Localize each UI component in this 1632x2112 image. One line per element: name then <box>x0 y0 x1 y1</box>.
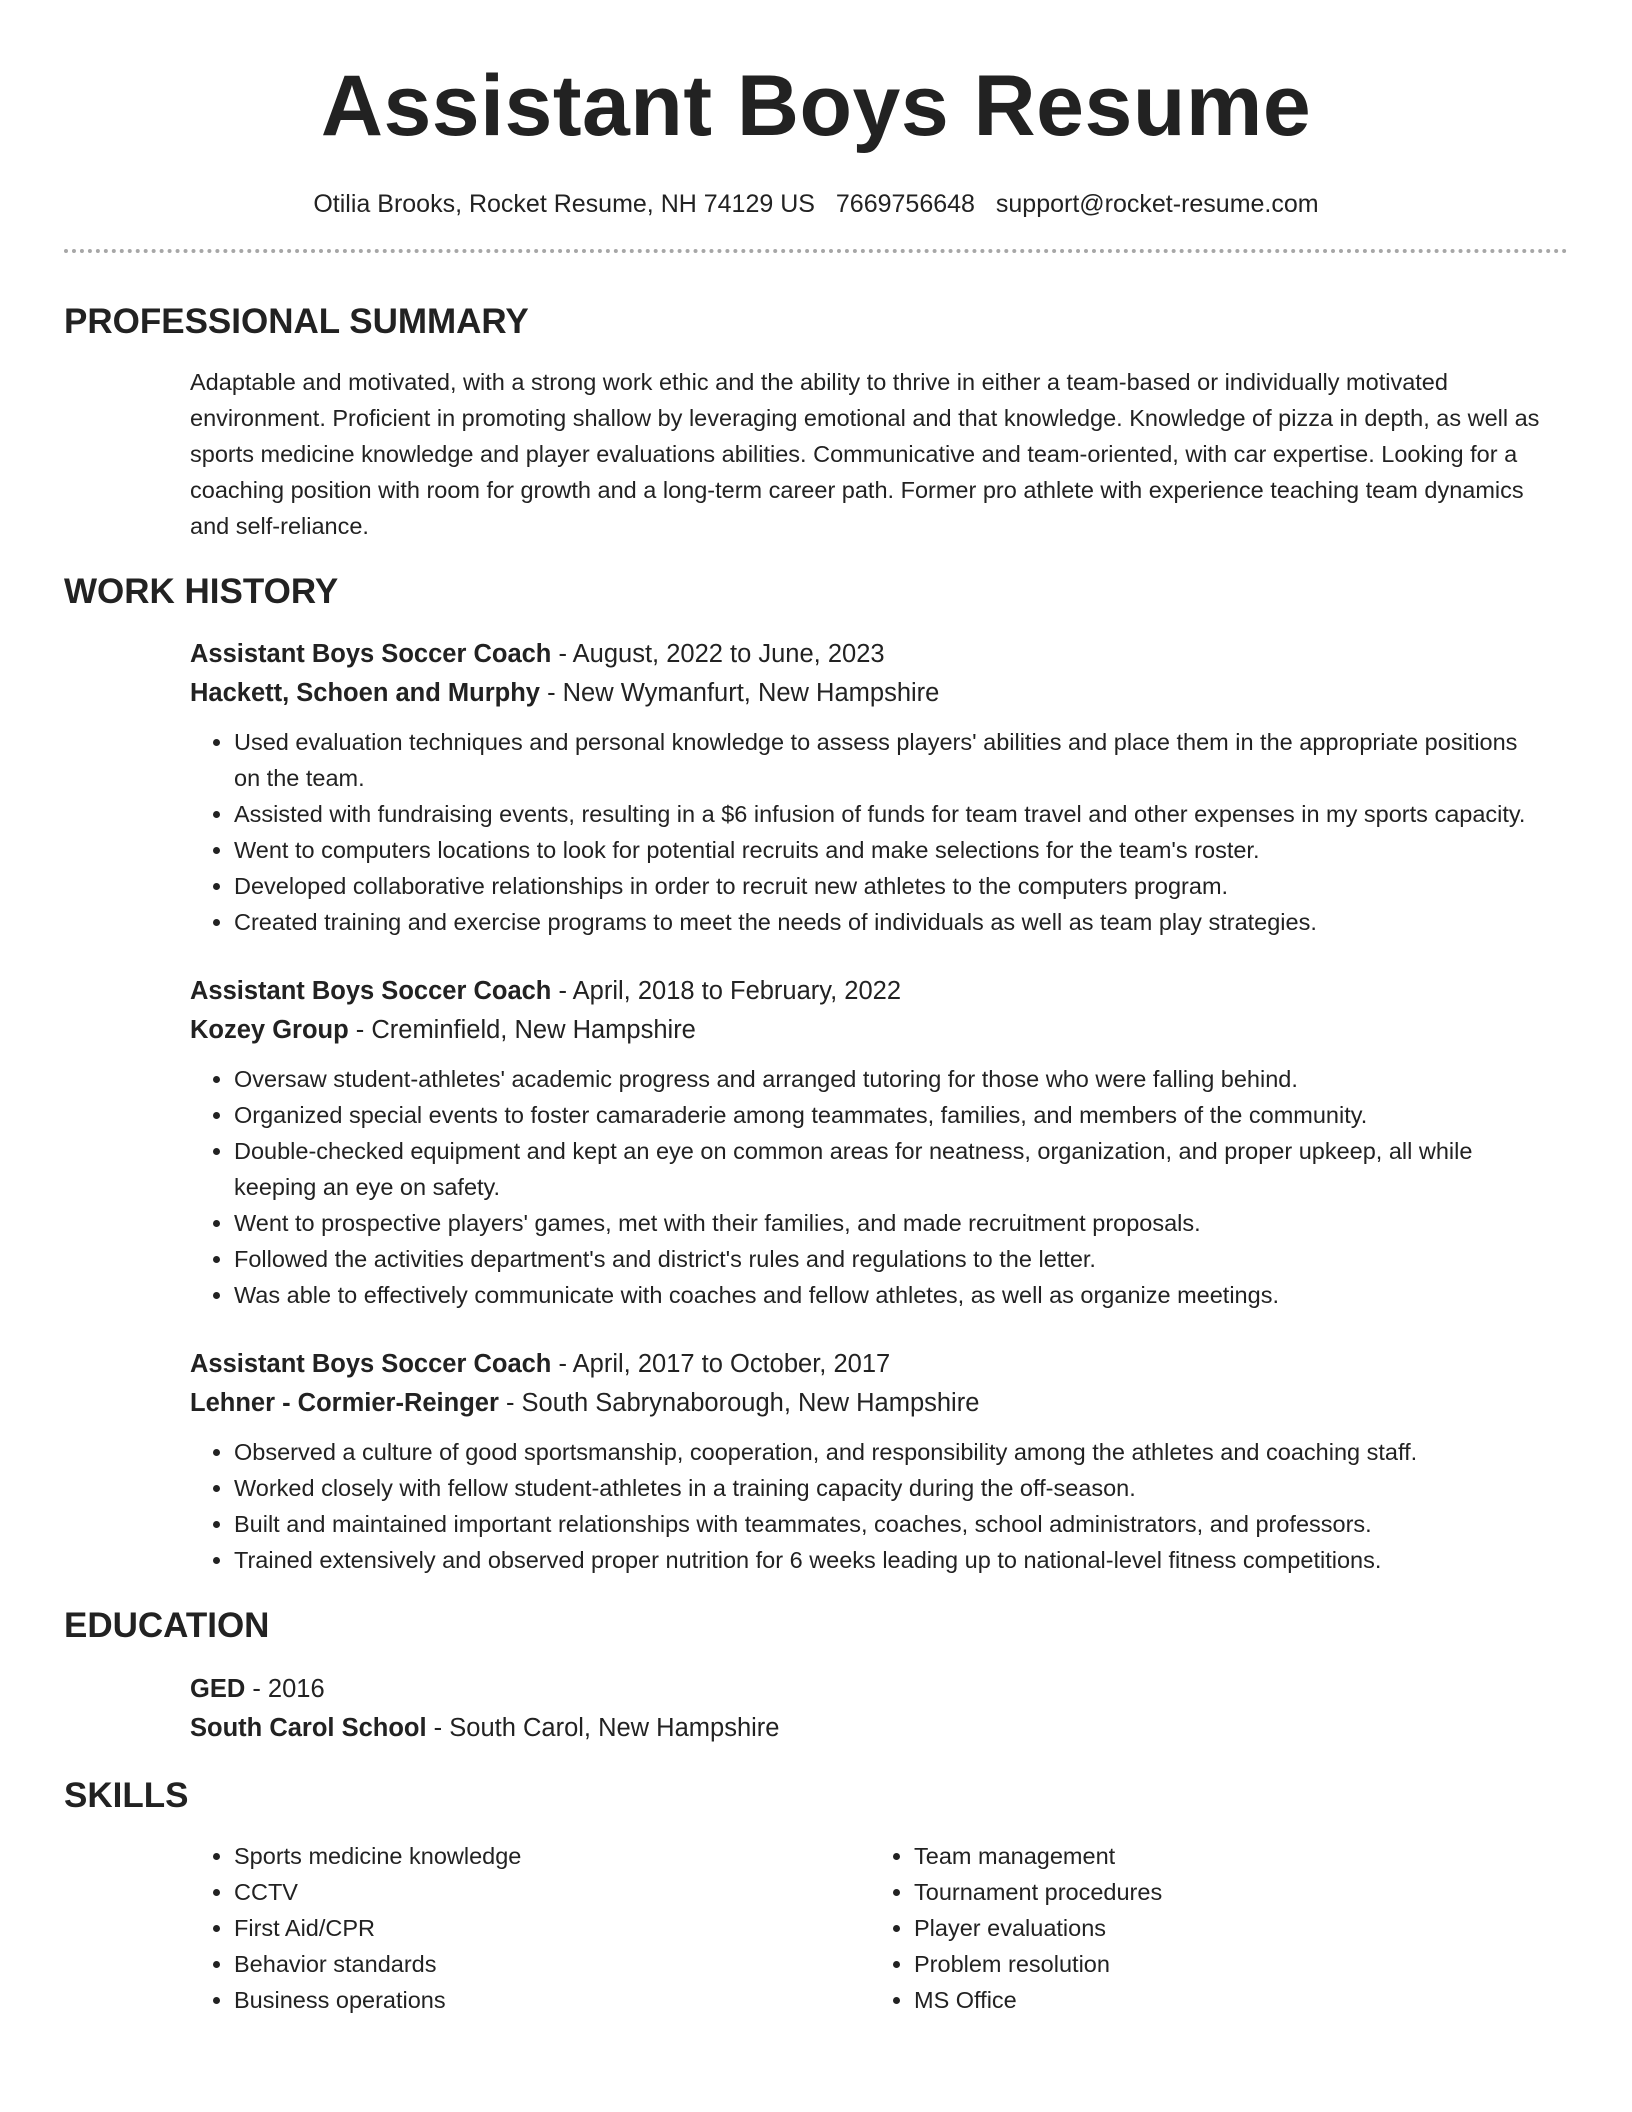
skill-item: • First Aid/CPR <box>234 1910 870 1946</box>
job-bullet: • Created training and exercise programs to meet the needs of individuals as well as team play strategies. <box>234 904 1550 940</box>
summary-heading: PROFESSIONAL SUMMARY <box>64 302 529 341</box>
skills-right-column <box>870 1838 1490 2018</box>
job-title-line <box>190 972 1550 1011</box>
job-dates: - August, 2022 to June, 2023 <box>551 640 885 668</box>
job-dates: - April, 2017 to October, 2017 <box>551 1350 891 1378</box>
job-bullet: • Observed a culture of good sportsmanship, cooperation, and responsibility among the athletes and coaching staff. <box>234 1434 1550 1470</box>
skill-item: • MS Office <box>914 1982 1490 2018</box>
job-bullet: • Was able to effectively communicate with coaches and fellow athletes, as well as organize meetings. <box>234 1277 1550 1313</box>
job-company: Kozey Group <box>190 1016 349 1044</box>
education-section <box>64 1670 1568 1748</box>
contact-email: support@rocket-resume.com <box>995 190 1319 218</box>
education-heading: EDUCATION <box>64 1606 270 1645</box>
skills-left-column <box>190 1838 870 2018</box>
education-school: South Carol School <box>190 1714 427 1742</box>
job-role: Assistant Boys Soccer Coach <box>190 1350 552 1378</box>
job-bullet: • Trained extensively and observed proper nutrition for 6 weeks leading up to national-level fitness competitions. <box>234 1542 1550 1578</box>
job-bullet: • Used evaluation techniques and personal knowledge to assess players' abilities and place them in the appropriate positions on the team. <box>234 724 1550 796</box>
education-degree: GED <box>190 1675 246 1703</box>
job-company-line <box>190 1011 1550 1050</box>
job-dates: - April, 2018 to February, 2022 <box>551 977 902 1005</box>
job-company: Hackett, Schoen and Murphy <box>190 679 540 707</box>
skill-item: • Sports medicine knowledge <box>234 1838 870 1874</box>
job-bullet: • Went to prospective players' games, met with their families, and made recruitment proposals. <box>234 1205 1550 1241</box>
skill-item: • Tournament procedures <box>914 1874 1490 1910</box>
job-bullet: • Worked closely with fellow student-athletes in a training capacity during the off-season. <box>234 1470 1550 1506</box>
job-bullet: • Assisted with fundraising events, resulting in a $6 infusion of funds for team travel and other expenses in my sports capacity. <box>234 796 1550 832</box>
job-bullet: • Oversaw student-athletes' academic progress and arranged tutoring for those who were falling behind. <box>234 1061 1550 1097</box>
contact-line <box>64 188 1568 220</box>
resume-header <box>64 0 1568 220</box>
job-role: Assistant Boys Soccer Coach <box>190 640 552 668</box>
job-bullets <box>190 1061 1550 1313</box>
education-location: - South Carol, New Hampshire <box>426 1714 780 1742</box>
job-location: - Creminfield, New Hampshire <box>348 1016 696 1044</box>
skill-item: • Behavior standards <box>234 1946 870 1982</box>
job-entry <box>190 1345 1550 1578</box>
job-bullet: • Built and maintained important relationships with teammates, coaches, school administrators, and professors. <box>234 1506 1550 1542</box>
job-bullets <box>190 724 1550 940</box>
resume-title: Assistant Boys Resume <box>320 58 1312 154</box>
job-bullet: • Developed collaborative relationships in order to recruit new athletes to the computers program. <box>234 868 1550 904</box>
contact-address: Otilia Brooks, Rocket Resume, NH 74129 US <box>313 190 815 218</box>
job-title-line <box>190 1345 1550 1384</box>
education-degree-line <box>190 1670 1550 1709</box>
job-bullet: • Organized special events to foster camaraderie among teammates, families, and members of the community. <box>234 1097 1550 1133</box>
job-bullet: • Double-checked equipment and kept an eye on common areas for neatness, organization, and proper upkeep, all while keeping an eye on safety. <box>234 1133 1550 1205</box>
job-bullet: • Went to computers locations to look for potential recruits and make selections for the team's roster. <box>234 832 1550 868</box>
job-entry <box>190 972 1550 1313</box>
education-school-line <box>190 1709 1550 1748</box>
skills-section <box>64 1838 1568 2018</box>
summary-section <box>64 364 1568 544</box>
skill-item: • Team management <box>914 1838 1490 1874</box>
job-company-line <box>190 674 1550 713</box>
contact-phone: 7669756648 <box>835 190 975 218</box>
header-divider <box>64 249 1568 253</box>
skill-item: • CCTV <box>234 1874 870 1910</box>
education-year: - 2016 <box>245 1675 325 1703</box>
job-entry <box>190 635 1550 940</box>
job-location: - New Wymanfurt, New Hampshire <box>539 679 940 707</box>
summary-text: Adaptable and motivated, with a strong work ethic and the ability to thrive in either a team-based or individually motivated environment. Proficient in promoting shallow by leveraging emotional and that knowledge. Knowledge of pizza in depth, as well as sports medicine knowledge and player evaluations abilities. Communicative and team-oriented, with car expertise. Looking for a coaching position with room for growth and a long-term career path. Former pro athlete with experience teaching team dynamics and self-reliance. <box>190 369 1540 539</box>
skill-item: • Business operations <box>234 1982 870 2018</box>
work-history-section <box>64 635 1568 1578</box>
skills-heading: SKILLS <box>64 1776 189 1815</box>
skill-item: • Player evaluations <box>914 1910 1490 1946</box>
skills-columns <box>190 1838 1550 2018</box>
job-company: Lehner - Cormier-Reinger <box>190 1389 499 1417</box>
job-location: - South Sabrynaborough, New Hampshire <box>498 1389 980 1417</box>
job-bullet: • Followed the activities department's and district's rules and regulations to the letter. <box>234 1241 1550 1277</box>
job-company-line <box>190 1384 1550 1423</box>
education-entry <box>190 1670 1550 1748</box>
job-title-line <box>190 635 1550 674</box>
work-history-heading: WORK HISTORY <box>64 572 339 611</box>
job-bullets <box>190 1434 1550 1578</box>
skill-item: • Problem resolution <box>914 1946 1490 1982</box>
job-role: Assistant Boys Soccer Coach <box>190 977 552 1005</box>
